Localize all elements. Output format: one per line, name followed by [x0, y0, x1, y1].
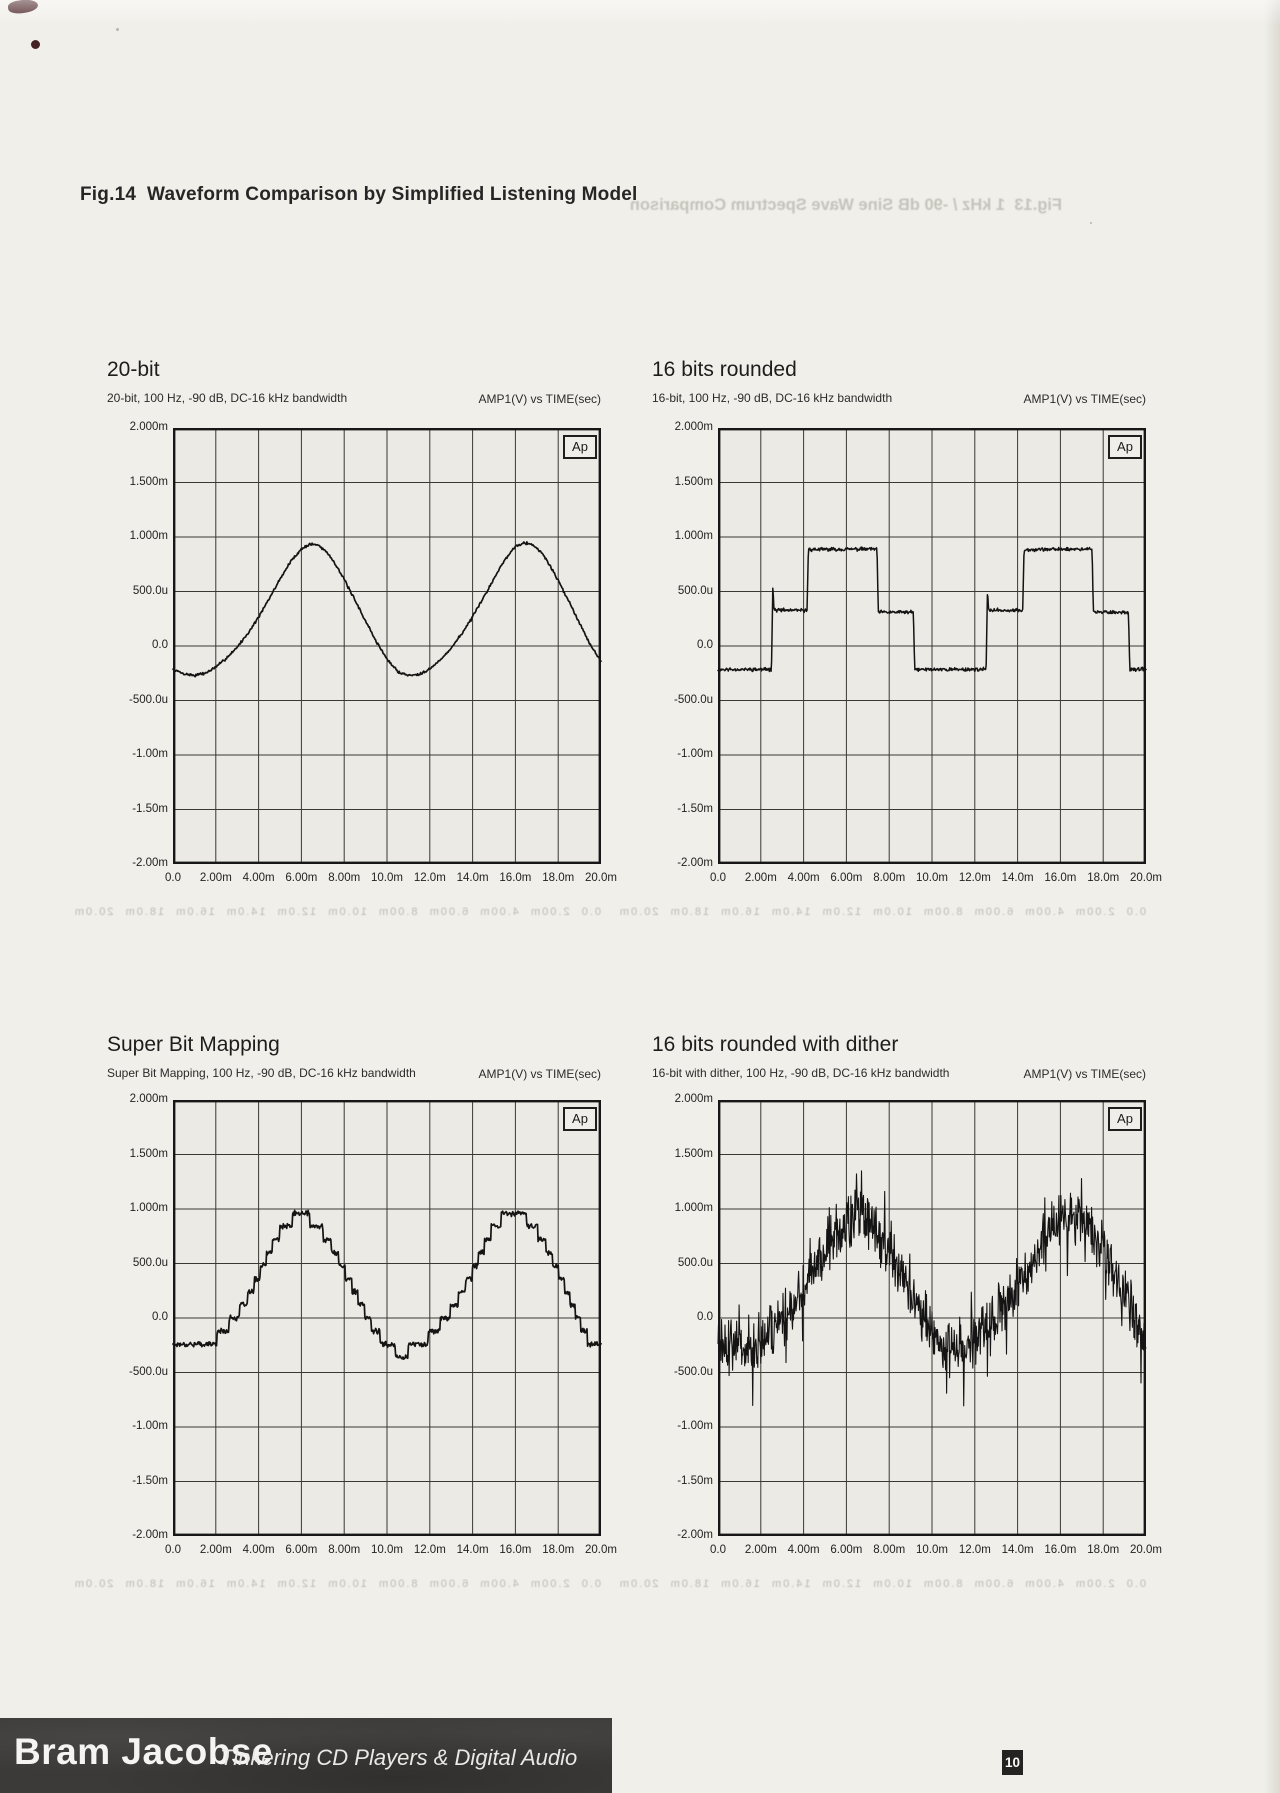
y-tick-label: 0.0 [697, 639, 713, 651]
x-tick-label: 6.00m [285, 1544, 318, 1556]
y-tick-label: -1.50m [132, 802, 168, 815]
showthrough-ghost-axis: 0.0 2.00m 4.00m 6.00m 8.00m 10.0m 12.0m 14.0m 16.0m 18.0m 20.0m [617, 1578, 1146, 1590]
x-tick-label: 8.00m [873, 1544, 906, 1556]
axis-units-label: AMP1(V) vs TIME(sec) [478, 1067, 601, 1081]
x-tick-label: 20.0m [1130, 1544, 1162, 1556]
x-tick-label: 4.00m [787, 872, 820, 884]
waveform-svg [718, 428, 1146, 864]
x-tick-label: 2.00m [199, 1544, 232, 1556]
chart-title: Super Bit Mapping [107, 1033, 280, 1056]
y-tick-label: 0.0 [152, 639, 168, 651]
x-tick-label: 10.0m [916, 1544, 948, 1556]
y-tick-label: 2.000m [129, 421, 168, 433]
y-tick-label: 1.000m [674, 1202, 713, 1214]
y-tick-label: -500.0u [673, 693, 713, 706]
x-tick-label: 0.0 [165, 1544, 181, 1556]
x-tick-label: 12.0m [958, 1544, 991, 1556]
y-tick-label: 1.000m [129, 530, 168, 542]
audio-precision-logo: Ap [563, 1107, 597, 1131]
audio-precision-logo: Ap [1108, 435, 1142, 459]
y-tick-label: -500.0u [128, 1365, 168, 1378]
y-tick-label: 2.000m [674, 1093, 713, 1105]
x-tick-label: 6.00m [830, 1544, 863, 1556]
page-top-highlight [0, 0, 1280, 26]
y-tick-label: -2.00m [677, 857, 713, 869]
x-tick-label: 8.00m [328, 872, 361, 884]
audio-precision-logo: Ap [563, 435, 597, 459]
y-tick-label: 1.500m [674, 475, 713, 488]
y-tick-label: -2.00m [132, 857, 168, 869]
x-tick-label: 0.0 [710, 1544, 726, 1556]
x-tick-label: 14.0m [456, 872, 489, 884]
y-tick-label: -1.00m [677, 1420, 713, 1432]
page-number-badge: 10 [1002, 1750, 1023, 1775]
x-tick-label: 0.0 [710, 872, 726, 884]
y-tick-label: -500.0u [673, 1365, 713, 1378]
waveform-svg [173, 428, 601, 864]
waveform-plot [72, 421, 617, 918]
x-tick-label: 20.0m [585, 1544, 617, 1556]
chart-title: 20-bit [107, 358, 160, 381]
y-tick-label: 0.0 [152, 1311, 168, 1323]
x-tick-label: 4.00m [242, 1544, 275, 1556]
x-tick-label: 12.0m [958, 872, 991, 884]
x-tick-label: 18.0m [542, 872, 575, 884]
y-tick-label: -1.50m [677, 802, 713, 815]
waveform-plot [617, 421, 1162, 918]
chart-subtitle: 20-bit, 100 Hz, -90 dB, DC-16 kHz bandwidth [107, 391, 348, 405]
x-tick-label: 20.0m [585, 872, 617, 884]
x-tick-label: 10.0m [371, 872, 403, 884]
y-tick-label: 1.500m [674, 1147, 713, 1160]
waveform-plot [617, 1093, 1162, 1590]
axis-units-label: AMP1(V) vs TIME(sec) [478, 392, 601, 406]
y-tick-label: 500.0u [132, 584, 168, 597]
chart-16bit-dither [617, 1033, 1162, 1605]
chart-title: 16 bits rounded with dither [652, 1033, 899, 1056]
axis-units-label: AMP1(V) vs TIME(sec) [1023, 392, 1146, 406]
waveform-svg [173, 1100, 601, 1536]
showthrough-ghost-axis: 0.0 2.00m 4.00m 6.00m 8.00m 10.0m 12.0m 14.0m 16.0m 18.0m 20.0m [72, 906, 601, 918]
showthrough-ghost-axis: 0.0 2.00m 4.00m 6.00m 8.00m 10.0m 12.0m 14.0m 16.0m 18.0m 20.0m [72, 1578, 601, 1590]
chart-20bit [72, 358, 617, 930]
y-tick-label: -2.00m [677, 1529, 713, 1541]
x-tick-label: 20.0m [1130, 872, 1162, 884]
waveform-svg [718, 1100, 1146, 1536]
y-tick-label: -1.50m [132, 1474, 168, 1487]
x-tick-label: 14.0m [1001, 1544, 1034, 1556]
chart-super-bit-mapping [72, 1033, 617, 1605]
y-tick-label: 2.000m [674, 421, 713, 433]
y-tick-label: 1.000m [674, 530, 713, 542]
x-tick-label: 12.0m [413, 1544, 446, 1556]
x-tick-label: 2.00m [744, 1544, 777, 1556]
y-tick-label: -1.50m [677, 1474, 713, 1487]
scan-dot-mark [31, 40, 40, 49]
footer-author: Bram Jacobse [14, 1731, 273, 1772]
y-tick-label: 0.0 [697, 1311, 713, 1323]
y-tick-label: -2.00m [132, 1529, 168, 1541]
x-tick-label: 4.00m [787, 1544, 820, 1556]
scan-speck [1090, 222, 1092, 224]
audio-precision-logo: Ap [1108, 1107, 1142, 1131]
footer-tagline: Tinkering CD Players & Digital Audio [220, 1745, 578, 1770]
x-tick-label: 10.0m [371, 1544, 403, 1556]
chart-subtitle: Super Bit Mapping, 100 Hz, -90 dB, DC-16 kHz bandwidth [107, 1066, 416, 1080]
x-tick-label: 10.0m [916, 872, 948, 884]
y-tick-label: -1.00m [132, 1420, 168, 1432]
x-tick-label: 12.0m [413, 872, 446, 884]
y-tick-label: 500.0u [677, 584, 713, 597]
footer-banner [0, 1718, 612, 1793]
chart-16bit-rounded [617, 358, 1162, 930]
waveform-plot [72, 1093, 617, 1590]
x-tick-label: 16.0m [499, 1544, 532, 1556]
y-tick-label: 1.000m [129, 1202, 168, 1214]
x-tick-label: 8.00m [873, 872, 906, 884]
x-tick-label: 2.00m [199, 872, 232, 884]
y-tick-label: 2.000m [129, 1093, 168, 1105]
y-tick-label: -500.0u [128, 693, 168, 706]
x-tick-label: 16.0m [499, 872, 532, 884]
y-tick-label: -1.00m [132, 748, 168, 760]
x-tick-label: 0.0 [165, 872, 181, 884]
x-tick-label: 16.0m [1044, 872, 1077, 884]
chart-subtitle: 16-bit with dither, 100 Hz, -90 dB, DC-16 kHz bandwidth [652, 1066, 950, 1080]
scan-speck [116, 28, 119, 31]
chart-subtitle: 16-bit, 100 Hz, -90 dB, DC-16 kHz bandwidth [652, 391, 893, 405]
x-tick-label: 6.00m [285, 872, 318, 884]
page-edge-shadow [1264, 0, 1280, 1793]
x-tick-label: 4.00m [242, 872, 275, 884]
axis-units-label: AMP1(V) vs TIME(sec) [1023, 1067, 1146, 1081]
x-tick-label: 18.0m [542, 1544, 575, 1556]
x-tick-label: 16.0m [1044, 1544, 1077, 1556]
y-tick-label: 500.0u [677, 1256, 713, 1269]
x-tick-label: 18.0m [1087, 872, 1120, 884]
x-tick-label: 14.0m [456, 1544, 489, 1556]
chart-title: 16 bits rounded [652, 358, 797, 381]
y-tick-label: -1.00m [677, 748, 713, 760]
x-tick-label: 6.00m [830, 872, 863, 884]
y-tick-label: 1.500m [129, 1147, 168, 1160]
x-tick-label: 2.00m [744, 872, 777, 884]
y-tick-label: 1.500m [129, 475, 168, 488]
figure-title: Fig.14 Waveform Comparison by Simplified Listening Model [80, 184, 638, 205]
showthrough-ghost-axis: 0.0 2.00m 4.00m 6.00m 8.00m 10.0m 12.0m 14.0m 16.0m 18.0m 20.0m [617, 906, 1146, 918]
x-tick-label: 14.0m [1001, 872, 1034, 884]
x-tick-label: 18.0m [1087, 1544, 1120, 1556]
showthrough-ghost-title: Fig.13 1 kHz / -90 dB Sine Wave Spectrum Comparison [629, 196, 1062, 214]
y-tick-label: 500.0u [132, 1256, 168, 1269]
x-tick-label: 8.00m [328, 1544, 361, 1556]
